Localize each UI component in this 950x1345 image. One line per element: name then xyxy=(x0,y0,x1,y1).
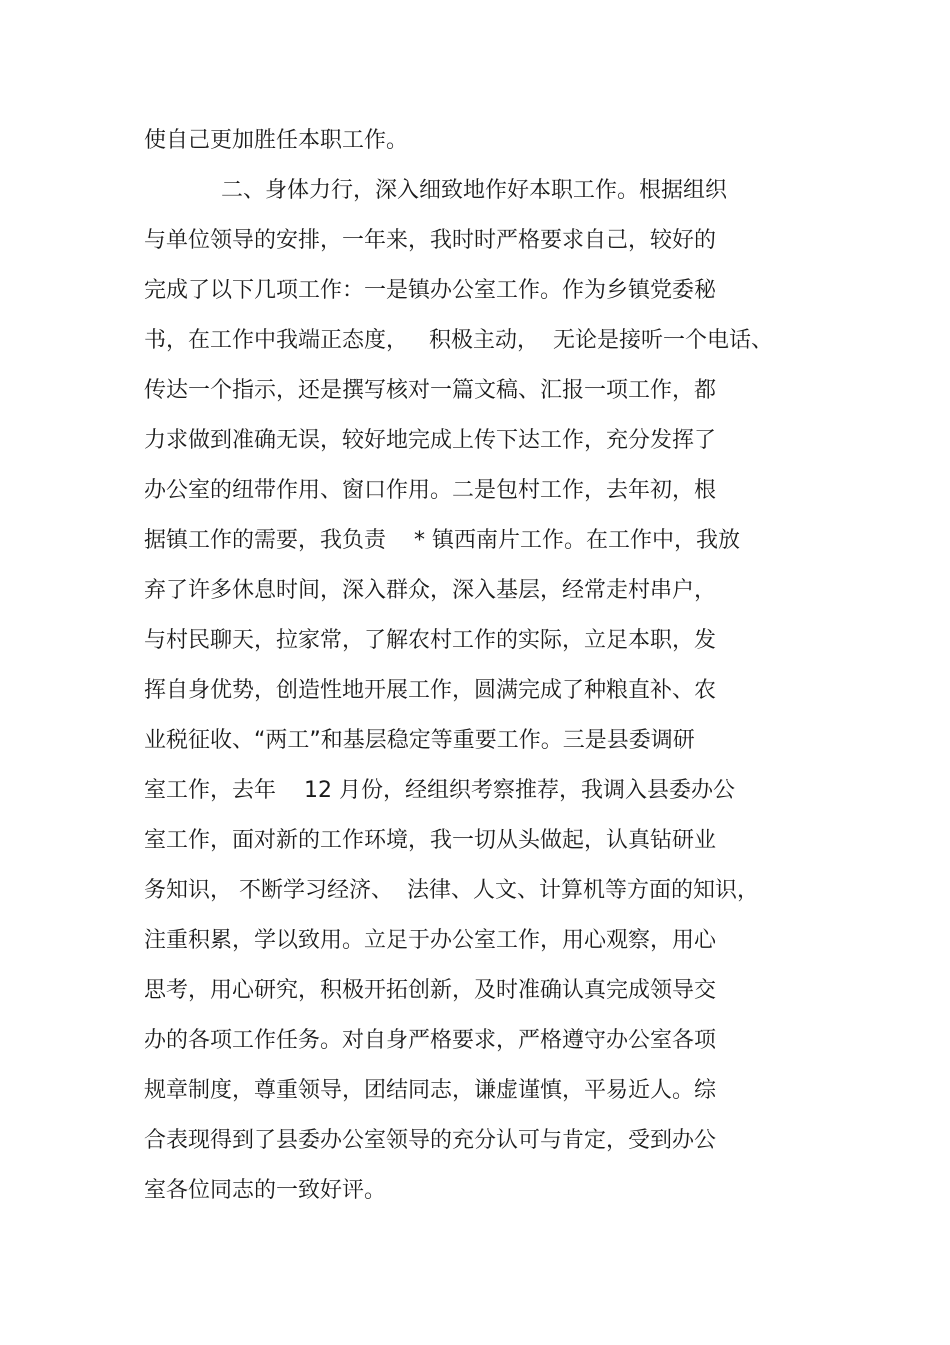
text-line: 力求做到准确无误，较好地完成上传下达工作，充分发挥了 xyxy=(144,428,717,453)
text-line: 弃了许多休息时间，深入群众，深入基层，经常走村串户， xyxy=(144,578,717,603)
text-line: 完成了以下几项工作：一是镇办公室工作。作为乡镇党委秘 xyxy=(144,278,717,303)
text-line: 书，在工作中我端正态度， 积极主动， 无论是接听一个电话、 xyxy=(144,328,773,353)
text-line: 办的各项工作任务。对自身严格要求，严格遵守办公室各项 xyxy=(144,1028,717,1053)
text-line: 传达一个指示，还是撰写核对一篇文稿、汇报一项工作，都 xyxy=(144,378,717,403)
text-line: 合表现得到了县委办公室领导的充分认可与肯定，受到办公 xyxy=(144,1128,717,1153)
text-line: 规章制度，尊重领导，团结同志，谦虚谨慎，平易近人。综 xyxy=(144,1078,717,1103)
text-line: 室各位同志的一致好评。 xyxy=(144,1178,387,1203)
text-line: 与村民聊天，拉家常，了解农村工作的实际，立足本职，发 xyxy=(144,628,717,653)
text-line: 务知识， 不断学习经济、 法律、人文、计算机等方面的知识， xyxy=(144,878,759,903)
text-line: 室工作，面对新的工作环境，我一切从头做起，认真钻研业 xyxy=(144,828,717,853)
text-line: 使自己更加胜任本职工作。 xyxy=(144,128,409,153)
text-line: 挥自身优势，创造性地开展工作，圆满完成了种粮直补、农 xyxy=(144,678,717,703)
text-line: 业税征收、“两工”和基层稳定等重要工作。三是县委调研 xyxy=(144,728,695,753)
text-line: 与单位领导的安排，一年来，我时时严格要求自己，较好的 xyxy=(144,228,717,253)
text-line: 据镇工作的需要，我负责 * 镇西南片工作。在工作中，我放 xyxy=(144,528,740,553)
text-line: 注重积累，学以致用。立足于办公室工作，用心观察，用心 xyxy=(144,928,717,953)
text-line: 室工作，去年 12 月份，经组织考察推荐，我调入县委办公 xyxy=(144,778,735,803)
text-line: 办公室的纽带作用、窗口作用。二是包村工作，去年初，根 xyxy=(144,478,717,503)
text-line: 思考，用心研究，积极开拓创新，及时准确认真完成领导交 xyxy=(144,978,717,1003)
paragraph-first-line: 二、身体力行，深入细致地作好本职工作。根据组织 xyxy=(221,178,728,203)
